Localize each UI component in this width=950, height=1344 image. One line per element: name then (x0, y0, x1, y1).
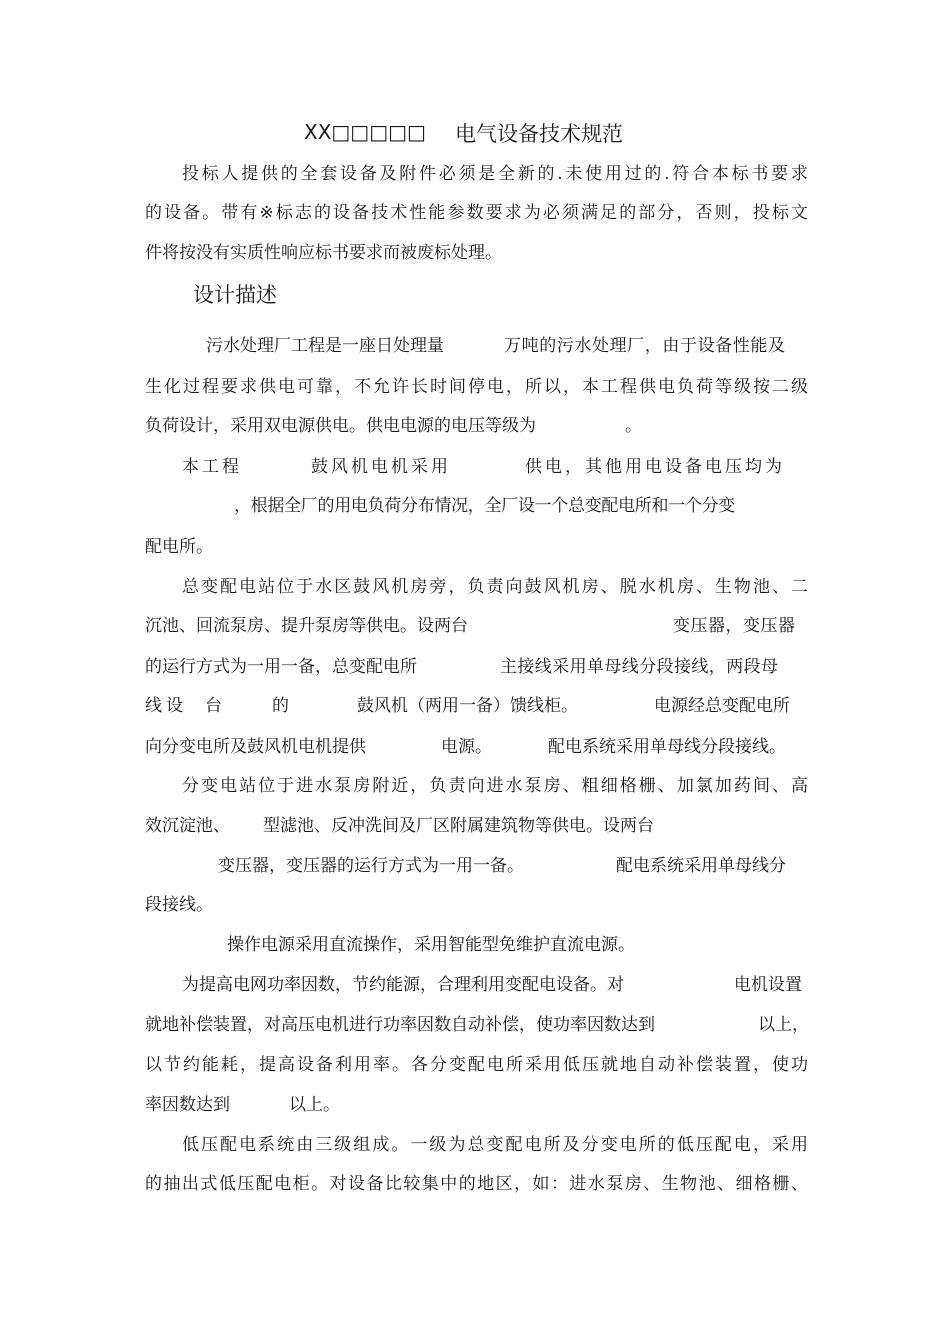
intro-line-1: 投 标 人 提 供 的 全 套 设 备 及 附 件 必 须 是 全 新 的 . 未 使 用 过 的 . 符 合 本 标 书 要 求 (182, 164, 808, 184)
p3-line5-b: 电源。 (441, 737, 492, 757)
page-title: 电气设备技术规范 (455, 122, 623, 146)
p6-line-3: 以 节 约 能 耗 ， 提 高 设 备 利 用 率 。 各 分 变 配 电 所 采 用 低 压 就 地 自 动 补 偿 装 置 ， 使 功 (145, 1055, 808, 1075)
p1-line1-b: 万吨的污水处理厂，由于设备性能及 (504, 336, 786, 356)
intro-line-2: 的 设 备 。 带 有 ※ 标 志 的 设 备 技 术 性 能 参 数 要 求 为 必 须 满 足 的 部 分 ， 否 则 ， 投 标 文 (145, 203, 808, 223)
p2-line2: ，根据全厂的用电负荷分布情况，全厂设一个总变配电所和一个分变 (234, 496, 735, 516)
p6-line2-a: 就地补偿装置，对高压电机进行功率因数自动补偿，使功率因数达到 (145, 1015, 655, 1035)
p3-line3-b: 主接线采用单母线分段接线，两段母 (500, 657, 779, 677)
p4-line2-a: 效沉淀池、 (145, 816, 230, 836)
p2-line1-b: 鼓风机电机采用 (311, 457, 451, 477)
p2-line3: 配电所。 (145, 537, 213, 557)
p4-line4: 段接线。 (145, 895, 213, 915)
p6-line4-b: 以上。 (289, 1095, 340, 1115)
p2-line1-c: 供电，其他用电设备电压均为 (525, 457, 785, 477)
p3-line4-d: 鼓风机（两用一备）馈线柜。 (357, 696, 578, 716)
p7-line-2: 的 抽 出 式 低 压 配 电 柜 。 对 设 备 比 较 集 中 的 地 区 ， 如 ： 进 水 泵 房 、 生 物 池 、 细 格 栅 、 (145, 1174, 808, 1194)
p3-line2-a: 沉池、回流泵房、提升泵房等供电。设两台 (145, 616, 468, 636)
p6-line4-a: 率因数达到 (145, 1095, 230, 1115)
p3-line4-e: 电源经总变配电所 (654, 696, 790, 716)
p3-line4-a: 线设 (145, 696, 187, 716)
p4-line3-b: 配电系统采用单母线分 (616, 856, 786, 876)
p3-line4-c: 的 (272, 696, 289, 716)
p6-line1-a: 为提高电网功率因数，节约能源，合理利用变配电设备。对 (182, 975, 624, 995)
p6-line2-b: 以上， (758, 1015, 809, 1035)
p1-line3: 负荷设计，采用双电源供电。供电电源的电压等级为 (145, 416, 536, 436)
p1-line-2: 生 化 过 程 要 求 供 电 可 靠 ， 不 允 许 长 时 间 停 电 ， 所 以 ， 本 工 程 供 电 负 荷 等 级 按 二 级 (145, 377, 808, 397)
p4-line2-b: 型滤池、反冲洗间及厂区附属建筑物等供电。设两台 (263, 816, 654, 836)
p4-line3-a: 变压器，变压器的运行方式为一用一备。 (218, 856, 524, 876)
p7-line-1: 低 压 配 电 系 统 由 三 级 组 成 。 一 级 为 总 变 配 电 所 及 分 变 电 所 的 低 压 配 电 ， 采 用 (182, 1135, 808, 1155)
p6-line1-b: 电机设置 (734, 975, 802, 995)
section-heading: 设计描述 (193, 283, 277, 307)
title-prefix: XX□□□□□ (304, 120, 426, 144)
p2-line1-a: 本工程 (182, 457, 242, 477)
p3-line-1: 总 变 配 电 站 位 于 水 区 鼓 风 机 房 旁 ， 负 责 向 鼓 风 机 房 、 脱 水 机 房 、 生 物 池 、 二 (182, 577, 808, 597)
p1-line1-a: 污水处理厂工程是一座日处理量 (206, 336, 444, 356)
p1-line3-end: 。 (625, 416, 642, 436)
p5-line: 操作电源采用直流操作，采用智能型免维护直流电源。 (227, 935, 635, 955)
p3-line4-b: 台 (205, 696, 222, 716)
p3-line2-b: 变压器，变压器 (673, 616, 796, 636)
p4-line-1: 分 变 电 站 位 于 进 水 泵 房 附 近 ， 负 责 向 进 水 泵 房 、 粗 细 格 栅 、 加 氯 加 药 间 、 高 (182, 776, 808, 796)
intro-line-3: 件将按没有实质性响应标书要求而被废标处理。 (145, 243, 502, 263)
p3-line3-a: 的运行方式为一用一备，总变配电所 (145, 657, 417, 677)
p3-line5-c: 配电系统采用单母线分段接线。 (548, 737, 786, 757)
p3-line5-a: 向分变电所及鼓风机电机提供 (145, 737, 366, 757)
